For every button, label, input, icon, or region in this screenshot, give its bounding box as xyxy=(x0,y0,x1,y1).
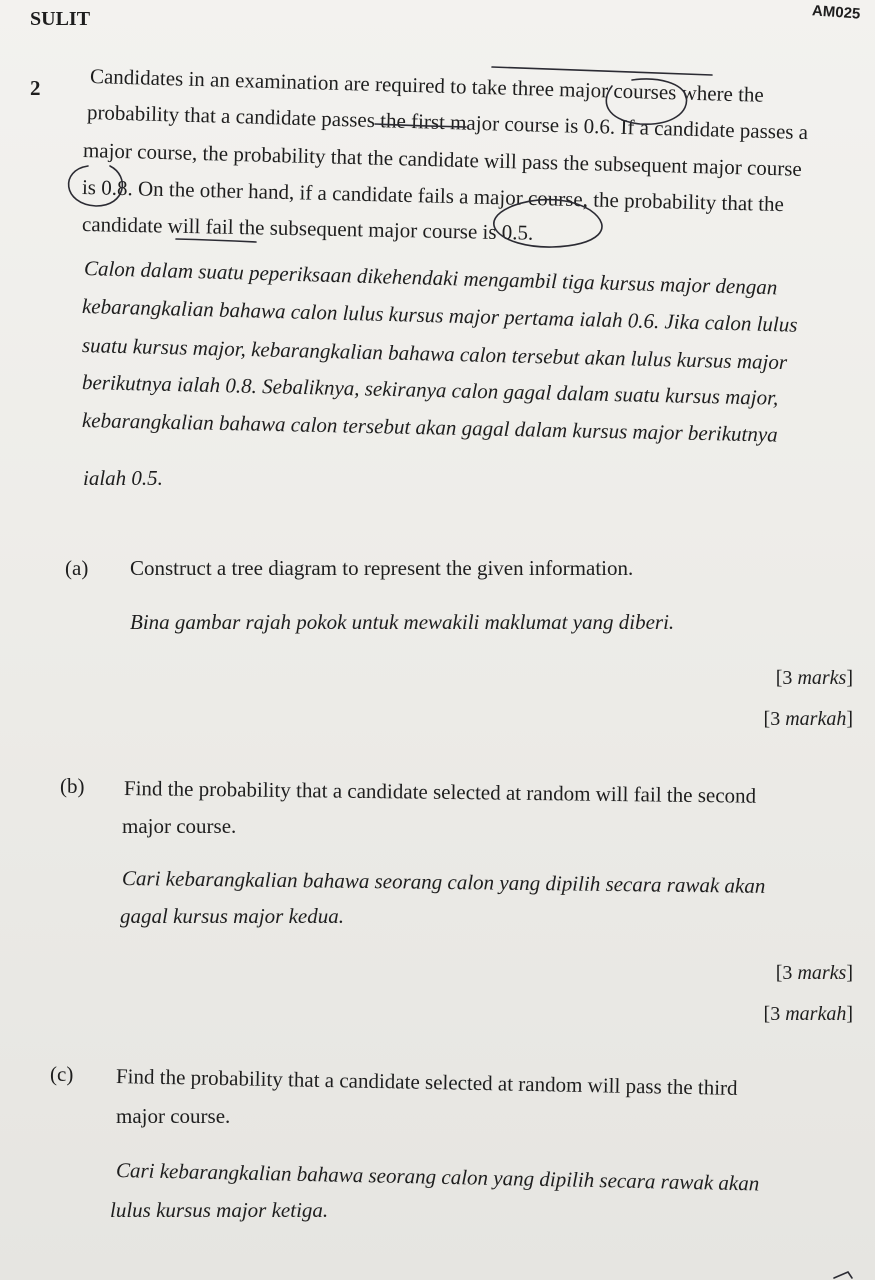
part-c-malay-line-2: lulus kursus major ketiga. xyxy=(110,1198,329,1222)
corner-mark xyxy=(834,1272,852,1278)
question-malay-line-5: kebarangkalian bahawa calon tersebut akan gagal dalam kursus major berikutnya xyxy=(81,408,778,447)
question-english-line-2: probability that a candidate passes the first major course is 0.6. If a candidate passes a xyxy=(86,100,809,145)
part-b-malay-line-2: gagal kursus major kedua. xyxy=(120,904,344,928)
part-c-english-line-1: Find the probability that a candidate selected at random will pass the third xyxy=(115,1064,738,1100)
question-malay-line-6: ialah 0.5. xyxy=(83,466,163,490)
part-c-malay-line-1: Cari kebarangkalian bahawa seorang calon yang dipilih secara rawak akan xyxy=(115,1158,760,1196)
header-code: AM025 xyxy=(811,2,861,23)
part-b-english-line-1: Find the probability that a candidate selected at random will fail the second xyxy=(123,776,757,808)
part-a-markah: [3 markah] xyxy=(763,708,853,730)
question-malay-line-2: kebarangkalian bahawa calon lulus kursus major pertama ialah 0.6. Jika calon lulus xyxy=(81,294,798,337)
header-left: SULIT xyxy=(30,8,91,30)
underline-take-three-major xyxy=(492,67,712,75)
part-b-english-line-2: major course. xyxy=(122,814,237,838)
question-english-line-3: major course, the probability that the candidate will pass the subsequent major course xyxy=(82,138,803,181)
part-b-malay-line-1: Cari kebarangkalian bahawa seorang calon yang dipilih secara rawak akan xyxy=(121,866,766,898)
question-english-line-4: is 0.8. On the other hand, if a candidate fails a major course, the probability that the xyxy=(81,175,785,217)
part-c-label: (c) xyxy=(50,1062,74,1086)
part-a-marks: [3 marks] xyxy=(775,667,853,689)
part-b-markah: [3 markah] xyxy=(763,1003,853,1025)
question-english-line-5: candidate will fail the subsequent major course is 0.5. xyxy=(81,212,534,245)
question-number: 2 xyxy=(30,76,41,100)
question-malay-line-4: berikutnya ialah 0.8. Sebaliknya, sekiranya calon gagal dalam suatu kursus major, xyxy=(81,370,779,410)
part-a-label: (a) xyxy=(65,556,89,580)
question-malay-line-1: Calon dalam suatu peperiksaan dikehendaki mengambil tiga kursus major dengan xyxy=(83,256,778,300)
part-b-marks: [3 marks] xyxy=(775,962,853,984)
part-b-label: (b) xyxy=(60,774,85,798)
part-a-malay: Bina gambar rajah pokok untuk mewakili maklumat yang diberi. xyxy=(130,610,675,634)
question-english-line-1: Candidates in an examination are required to take three major courses where the xyxy=(89,64,765,107)
part-a-english: Construct a tree diagram to represent the given information. xyxy=(130,556,634,580)
question-malay-line-3: suatu kursus major, kebarangkalian bahawa calon tersebut akan lulus kursus major xyxy=(81,333,788,375)
part-c-english-line-2: major course. xyxy=(116,1104,231,1128)
